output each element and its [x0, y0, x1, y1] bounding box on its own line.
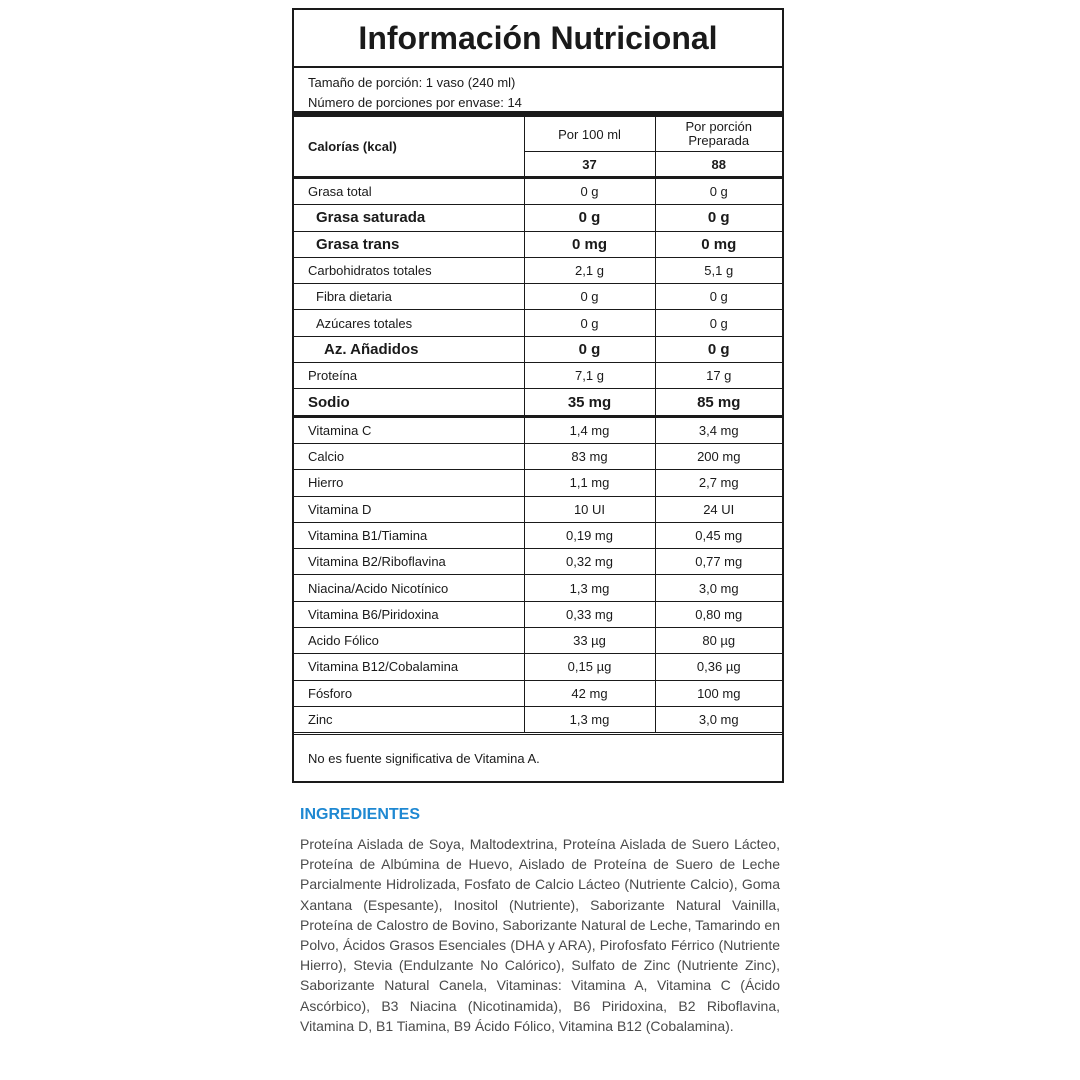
table-row — [294, 470, 782, 496]
table-row — [294, 363, 782, 389]
footnote: No es fuente significativa de Vitamina A. — [294, 734, 782, 781]
row-label: Vitamina B2/Riboflavina — [294, 549, 524, 575]
table-row — [294, 522, 782, 548]
serving-size: Tamaño de porción: 1 vaso (240 ml) — [308, 75, 516, 90]
row-value-100ml: 42 mg — [524, 680, 655, 706]
row-value-100ml: 10 UI — [524, 496, 655, 522]
row-label: Vitamina B6/Piridoxina — [294, 601, 524, 627]
calories-100ml: 37 — [524, 152, 655, 178]
row-label: Grasa saturada — [294, 205, 524, 231]
col-header-100ml: Por 100 ml — [524, 117, 655, 152]
row-value-100ml: 0 g — [524, 310, 655, 336]
row-value-100ml: 1,1 mg — [524, 470, 655, 496]
table-row — [294, 231, 782, 257]
table-row — [294, 336, 782, 362]
row-value-portion: 2,7 mg — [655, 470, 782, 496]
row-value-portion: 200 mg — [655, 443, 782, 469]
row-value-portion: 3,0 mg — [655, 706, 782, 732]
table-row — [294, 310, 782, 336]
row-label: Carbohidratos totales — [294, 257, 524, 283]
table-row — [294, 416, 782, 443]
row-value-portion: 0 g — [655, 178, 782, 205]
row-value-100ml: 2,1 g — [524, 257, 655, 283]
row-label: Hierro — [294, 470, 524, 496]
table-row — [294, 178, 782, 205]
col-header-portion-line2: Preparada — [688, 133, 750, 148]
table-row — [294, 284, 782, 310]
row-value-portion: 0,77 mg — [655, 549, 782, 575]
row-value-portion: 0 mg — [655, 231, 782, 257]
row-value-portion: 5,1 g — [655, 257, 782, 283]
row-value-100ml: 35 mg — [524, 389, 655, 416]
row-label: Grasa trans — [294, 231, 524, 257]
row-value-100ml: 0,32 mg — [524, 549, 655, 575]
row-value-100ml: 1,3 mg — [524, 575, 655, 601]
nutrition-facts-panel — [292, 8, 784, 783]
row-label: Azúcares totales — [294, 310, 524, 336]
table-row — [294, 205, 782, 231]
table-row — [294, 601, 782, 627]
calories-portion: 88 — [655, 152, 782, 178]
row-value-100ml: 1,4 mg — [524, 416, 655, 443]
ingredients-title: INGREDIENTES — [300, 806, 421, 823]
row-value-100ml: 0 mg — [524, 231, 655, 257]
servings-per-container: Número de porciones por envase: 14 — [308, 95, 522, 110]
table-row — [294, 389, 782, 416]
row-value-100ml: 0 g — [524, 178, 655, 205]
row-value-portion: 0 g — [655, 310, 782, 336]
col-header-portion — [655, 117, 782, 152]
row-value-100ml: 33 µg — [524, 628, 655, 654]
table-row — [294, 575, 782, 601]
calories-label: Calorías (kcal) — [294, 117, 524, 178]
row-value-100ml: 0 g — [524, 336, 655, 362]
row-label: Vitamina C — [294, 416, 524, 443]
row-value-100ml: 0,19 mg — [524, 522, 655, 548]
table-row — [294, 257, 782, 283]
row-label: Fósforo — [294, 680, 524, 706]
row-value-portion: 0 g — [655, 336, 782, 362]
row-value-portion: 100 mg — [655, 680, 782, 706]
nutrition-table — [294, 117, 782, 733]
row-label: Proteína — [294, 363, 524, 389]
row-label: Az. Añadidos — [294, 336, 524, 362]
row-value-portion: 0,45 mg — [655, 522, 782, 548]
col-header-portion-line1: Por porción — [685, 119, 752, 134]
row-value-100ml: 0 g — [524, 284, 655, 310]
row-value-100ml: 0 g — [524, 205, 655, 231]
row-label: Niacina/Acido Nicotínico — [294, 575, 524, 601]
row-label: Vitamina B1/Tiamina — [294, 522, 524, 548]
row-label: Sodio — [294, 389, 524, 416]
row-value-portion: 3,0 mg — [655, 575, 782, 601]
ingredients-text: Proteína Aislada de Soya, Maltodextrina, Proteína Aislada de Suero Lácteo, Proteína de Albúmina de Huevo, Aislado de Proteína de Suero de Leche Parcialmente Hidrolizada, Fosfato de Calcio Lácteo (Nutriente Calcio), Goma Xantana (Espesante), Inositol (Nutriente), Saborizante Natural Vainilla, Proteína de Calostro de Bovino, Saborizante Natural de Leche, Tamarindo en Polvo, Ácidos Grasos Esenciales (DHA y ARA), Pirofosfato Férrico (Nutriente Hierro), Stevia (Endulzante No Calórico), Sulfato de Zinc (Nutriente Zinc), Saborizante Natural Canela, Vitaminas: Vitamina A, Vitamina C (Ácido Ascórbico), B3 Niacina (Nicotinamida), B6 Piridoxina, B2 Riboflavina, Vitamina D, B1 Tiamina, B9 Ácido Fólico, Vitamina B12 (Cobalamina). — [300, 836, 780, 1034]
table-row — [294, 443, 782, 469]
row-value-portion: 24 UI — [655, 496, 782, 522]
row-value-100ml: 0,33 mg — [524, 601, 655, 627]
row-label: Grasa total — [294, 178, 524, 205]
panel-title: Información Nutricional — [294, 10, 782, 68]
table-row — [294, 496, 782, 522]
table-row — [294, 628, 782, 654]
row-value-100ml: 83 mg — [524, 443, 655, 469]
table-row — [294, 549, 782, 575]
table-row — [294, 654, 782, 680]
row-value-portion: 3,4 mg — [655, 416, 782, 443]
row-value-portion: 0,80 mg — [655, 601, 782, 627]
table-row — [294, 706, 782, 732]
row-value-portion: 85 mg — [655, 389, 782, 416]
row-value-portion: 80 µg — [655, 628, 782, 654]
row-label: Fibra dietaria — [294, 284, 524, 310]
row-value-100ml: 1,3 mg — [524, 706, 655, 732]
row-label: Vitamina D — [294, 496, 524, 522]
serving-info — [294, 68, 782, 117]
row-value-100ml: 7,1 g — [524, 363, 655, 389]
row-label: Zinc — [294, 706, 524, 732]
row-value-100ml: 0,15 µg — [524, 654, 655, 680]
row-value-portion: 0,36 µg — [655, 654, 782, 680]
row-label: Acido Fólico — [294, 628, 524, 654]
table-row — [294, 680, 782, 706]
row-label: Vitamina B12/Cobalamina — [294, 654, 524, 680]
row-value-portion: 0 g — [655, 205, 782, 231]
row-value-portion: 0 g — [655, 284, 782, 310]
row-value-portion: 17 g — [655, 363, 782, 389]
row-label: Calcio — [294, 443, 524, 469]
